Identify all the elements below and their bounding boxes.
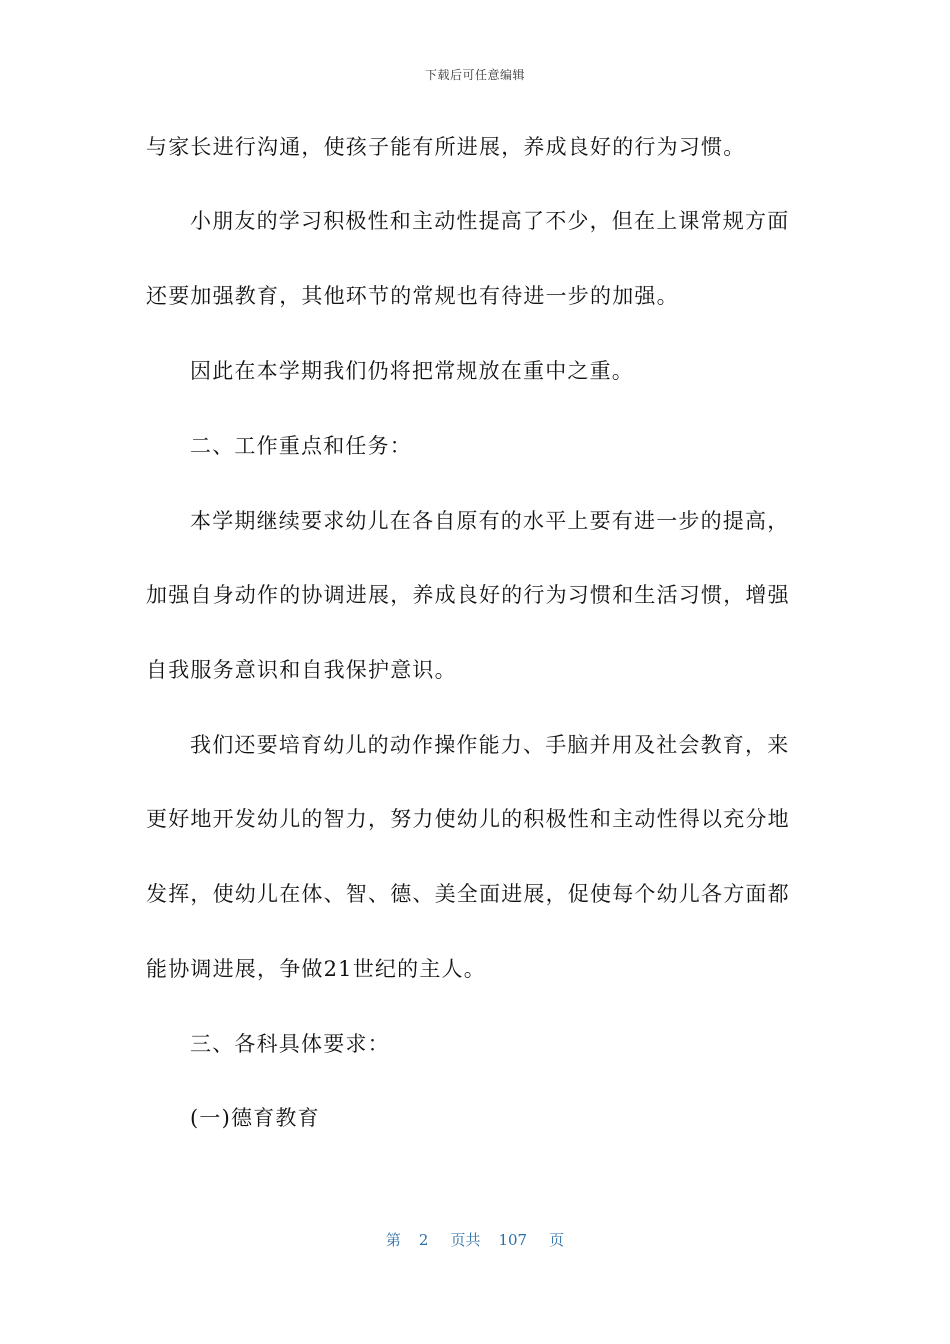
footer-suffix: 页 [549, 1231, 565, 1249]
footer-prefix: 第 [385, 1231, 401, 1249]
text-line: 自我服务意识和自我保护意识。 [146, 658, 457, 682]
text-line: 与家长进行沟通，使孩子能有所进展，养成良好的行为习惯。 [146, 135, 746, 159]
text-line: 加强自身动作的协调进展，养成良好的行为习惯和生活习惯，增强 [146, 583, 790, 607]
section-heading: 二、工作重点和任务： [190, 434, 412, 458]
subsection-heading: (一)德育教育 [190, 1106, 320, 1130]
section-heading: 三、各科具体要求： [190, 1032, 390, 1056]
text-line: 我们还要培育幼儿的动作操作能力、手脑并用及社会教育，来 [190, 733, 790, 757]
text-line: 更好地开发幼儿的智力，努力使幼儿的积极性和主动性得以充分地 [146, 807, 790, 831]
text-line: 还要加强教育，其他环节的常规也有待进一步的加强。 [146, 284, 679, 308]
text-line: 能协调进展，争做21世纪的主人。 [146, 957, 486, 981]
footer-total-pages: 107 [498, 1231, 528, 1249]
text-line: 发挥，使幼儿在体、智、德、美全面进展，促使每个幼儿各方面都 [146, 882, 790, 906]
footer-page-number: 2 [418, 1231, 429, 1249]
page-header: 下载后可任意编辑 [424, 68, 525, 82]
page-footer [0, 1229, 950, 1250]
text-line: 因此在本学期我们仍将把常规放在重中之重。 [190, 359, 634, 383]
text-line: 本学期继续要求幼儿在各自原有的水平上要有进一步的提高， [190, 509, 790, 533]
text-line: 小朋友的学习积极性和主动性提高了不少，但在上课常规方面 [190, 209, 790, 233]
footer-middle: 页共 [450, 1231, 481, 1249]
